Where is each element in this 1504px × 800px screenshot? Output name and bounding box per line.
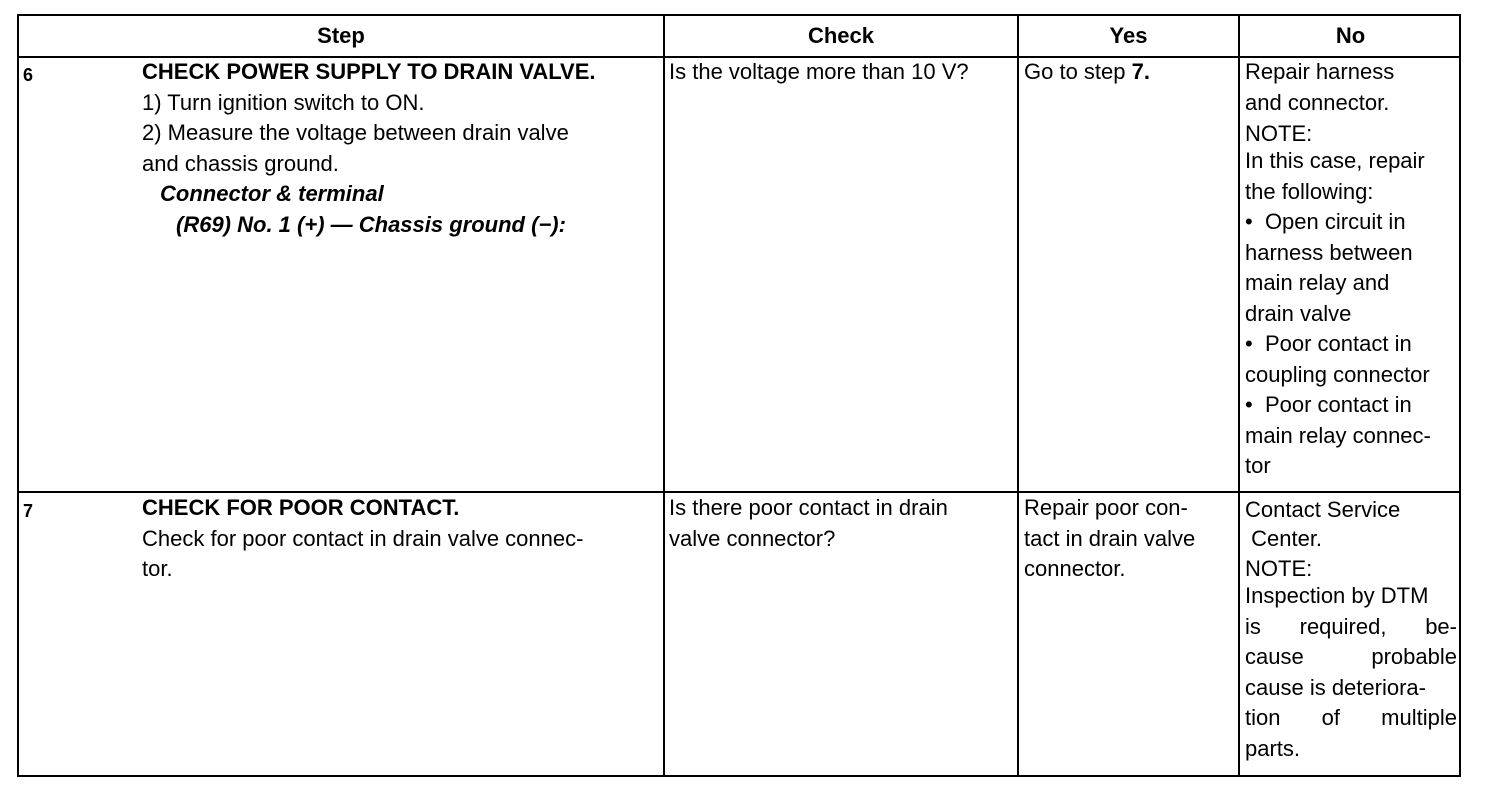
check-text: valve connector? <box>669 525 836 551</box>
yes-cell <box>1024 57 1236 88</box>
yes-text: Repair poor con- <box>1024 495 1188 520</box>
note-line: the following: <box>1245 178 1374 204</box>
yes-text: tact in drain valve <box>1024 525 1196 551</box>
bullet-continuation: main relay connec- <box>1245 422 1431 448</box>
step-number: 6 <box>23 65 34 85</box>
connector-label: Connector & terminal <box>160 181 384 206</box>
bullet-item: • Open circuit in <box>1245 207 1459 238</box>
note-line: is required, be- <box>1245 613 1457 639</box>
note-line: cause is deteriora- <box>1245 674 1426 700</box>
header-step: Step <box>317 23 365 48</box>
check-cell <box>669 57 1015 88</box>
no-text: Contact Service <box>1245 497 1401 522</box>
step-cell <box>142 493 662 585</box>
note-label: NOTE: <box>1245 121 1313 146</box>
yes-text: connector. <box>1024 556 1126 581</box>
step-cell <box>142 57 662 240</box>
header-check: Check <box>807 23 875 48</box>
note-line: parts. <box>1245 735 1301 761</box>
note-line: cause probable <box>1245 644 1457 669</box>
step-line: tor. <box>142 556 173 581</box>
column-divider <box>663 16 665 775</box>
step-line: 2) Measure the voltage between drain valve <box>142 120 569 145</box>
step-line: 1) Turn ignition switch to ON. <box>142 89 425 115</box>
step-line: Check for poor contact in drain valve connec- <box>142 525 584 551</box>
note-line: Inspection by DTM <box>1245 583 1429 608</box>
bullet-continuation: coupling connector <box>1245 361 1430 387</box>
no-cell <box>1245 57 1459 482</box>
no-text: and connector. <box>1245 89 1390 115</box>
bullet-continuation: main relay and <box>1245 270 1390 295</box>
step-title: CHECK POWER SUPPLY TO DRAIN VALVE. <box>142 59 596 84</box>
column-divider <box>1017 16 1019 775</box>
yes-text: Go to step <box>1024 59 1132 84</box>
step-line: and chassis ground. <box>142 150 339 176</box>
check-text: Is there poor contact in drain <box>669 495 948 520</box>
no-text: Repair harness <box>1245 59 1395 84</box>
check-cell <box>669 493 1015 554</box>
yes-cell <box>1024 493 1236 585</box>
note-line: tion of multiple <box>1245 705 1457 730</box>
connector-value: (R69) No. 1 (+) — Chassis ground (−): <box>176 211 566 237</box>
header-no: No <box>1335 23 1366 48</box>
bullet-continuation: harness between <box>1245 239 1413 265</box>
bullet-continuation: drain valve <box>1245 300 1352 326</box>
header-yes: Yes <box>1109 23 1148 48</box>
note-line: In this case, repair <box>1245 148 1425 173</box>
bullet-item: • Poor contact in <box>1245 390 1459 421</box>
no-text: Center. <box>1245 526 1323 551</box>
yes-step-ref: 7. <box>1131 59 1150 84</box>
check-text: Is the voltage more than 10 V? <box>669 59 969 84</box>
step-number: 7 <box>23 501 34 521</box>
step-title: CHECK FOR POOR CONTACT. <box>142 495 460 520</box>
column-divider <box>1238 16 1240 775</box>
bullet-item: • Poor contact in <box>1245 329 1459 360</box>
bullet-continuation: tor <box>1245 453 1271 478</box>
troubleshooting-table <box>17 14 1461 777</box>
note-label: NOTE: <box>1245 556 1313 581</box>
no-cell <box>1245 495 1457 764</box>
